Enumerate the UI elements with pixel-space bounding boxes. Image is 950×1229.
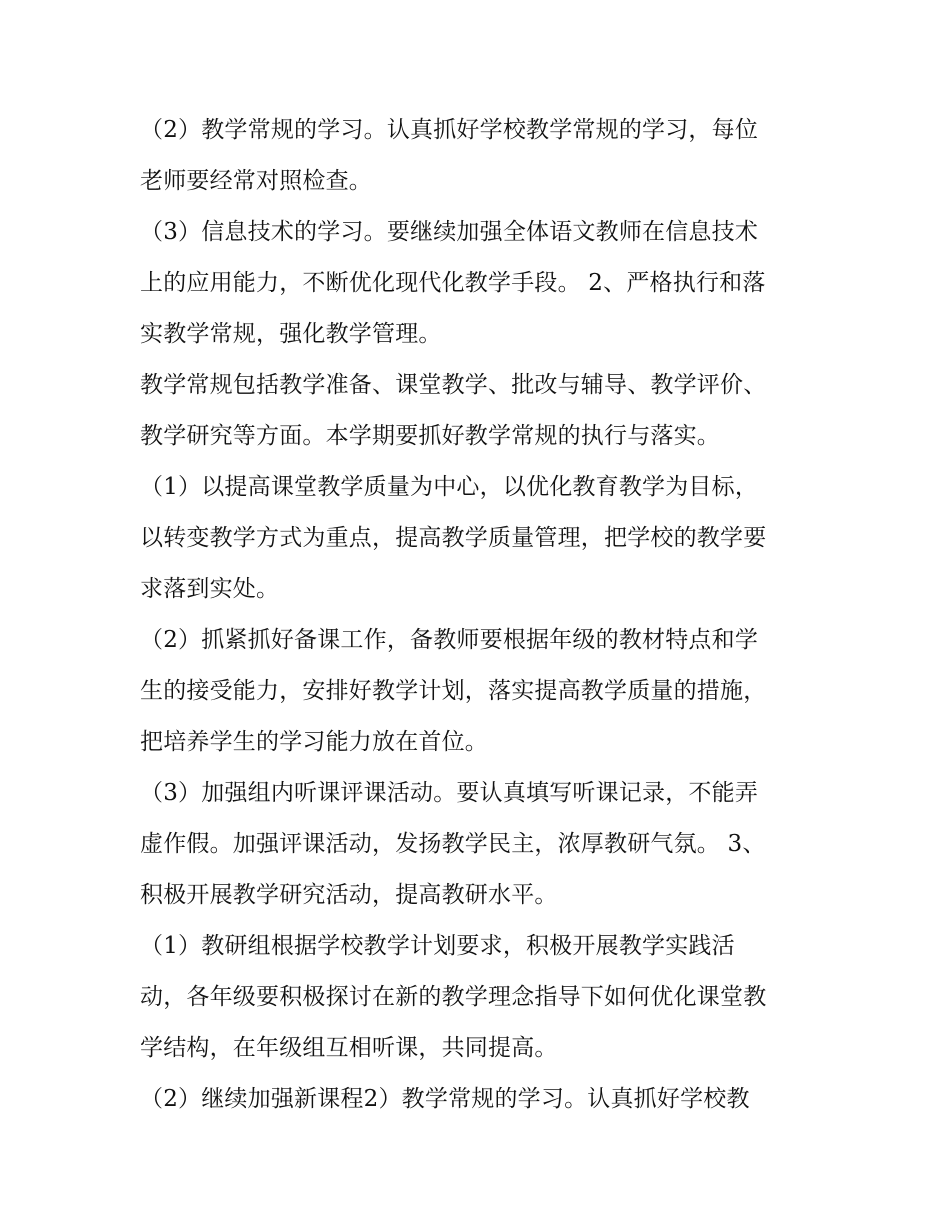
text-line: 学结构，在年级组互相听课，共同提高。 (140, 1035, 558, 1061)
text-line: 教学常规包括教学准备、课堂教学、批改与辅导、教学评价、 (140, 372, 767, 398)
text-line: 上的应用能力，不断优化现代化教学手段。 2、严格执行和落 (140, 270, 766, 296)
text-line: 生的接受能力，安排好教学计划，落实提高教学质量的措施， (140, 678, 767, 704)
text-line: （3）信息技术的学习。要继续加强全体语文教师在信息技术 (140, 219, 759, 245)
text-line: （3）加强组内听课评课活动。要认真填写听课记录，不能弄 (140, 780, 759, 806)
text-line: 积极开展教学研究活动，提高教研水平。 (140, 882, 558, 908)
text-line: 把培养学生的学习能力放在首位。 (140, 729, 488, 755)
text-line: （1）教研组根据学校教学计划要求，积极开展教学实践活 (140, 933, 735, 959)
text-line: （2）教学常规的学习。认真抓好学校教学常规的学习，每位 (140, 117, 759, 143)
text-line: 虚作假。加强评课活动，发扬教学民主，浓厚教研气氛。 3、 (140, 831, 766, 857)
text-line: 以转变教学方式为重点，提高教学质量管理，把学校的教学要 (140, 525, 767, 551)
text-line: （2）抓紧抓好备课工作，备教师要根据年级的教材特点和学 (140, 627, 759, 653)
text-line: 求落到实处。 (140, 576, 280, 602)
text-line: （1）以提高课堂教学质量为中心，以优化教育教学为目标， (140, 474, 759, 500)
text-line: 教学研究等方面。本学期要抓好教学常规的执行与落实。 (140, 423, 720, 449)
text-line: 老师要经常对照检查。 (140, 168, 372, 194)
document-body (140, 108, 830, 1128)
text-line: （2）继续加强新课程2）教学常规的学习。认真抓好学校教 (140, 1086, 750, 1112)
text-line: 实教学常规，强化教学管理。 (140, 321, 442, 347)
text-line: 动，各年级要积极探讨在新的教学理念指导下如何优化课堂教 (140, 984, 767, 1010)
